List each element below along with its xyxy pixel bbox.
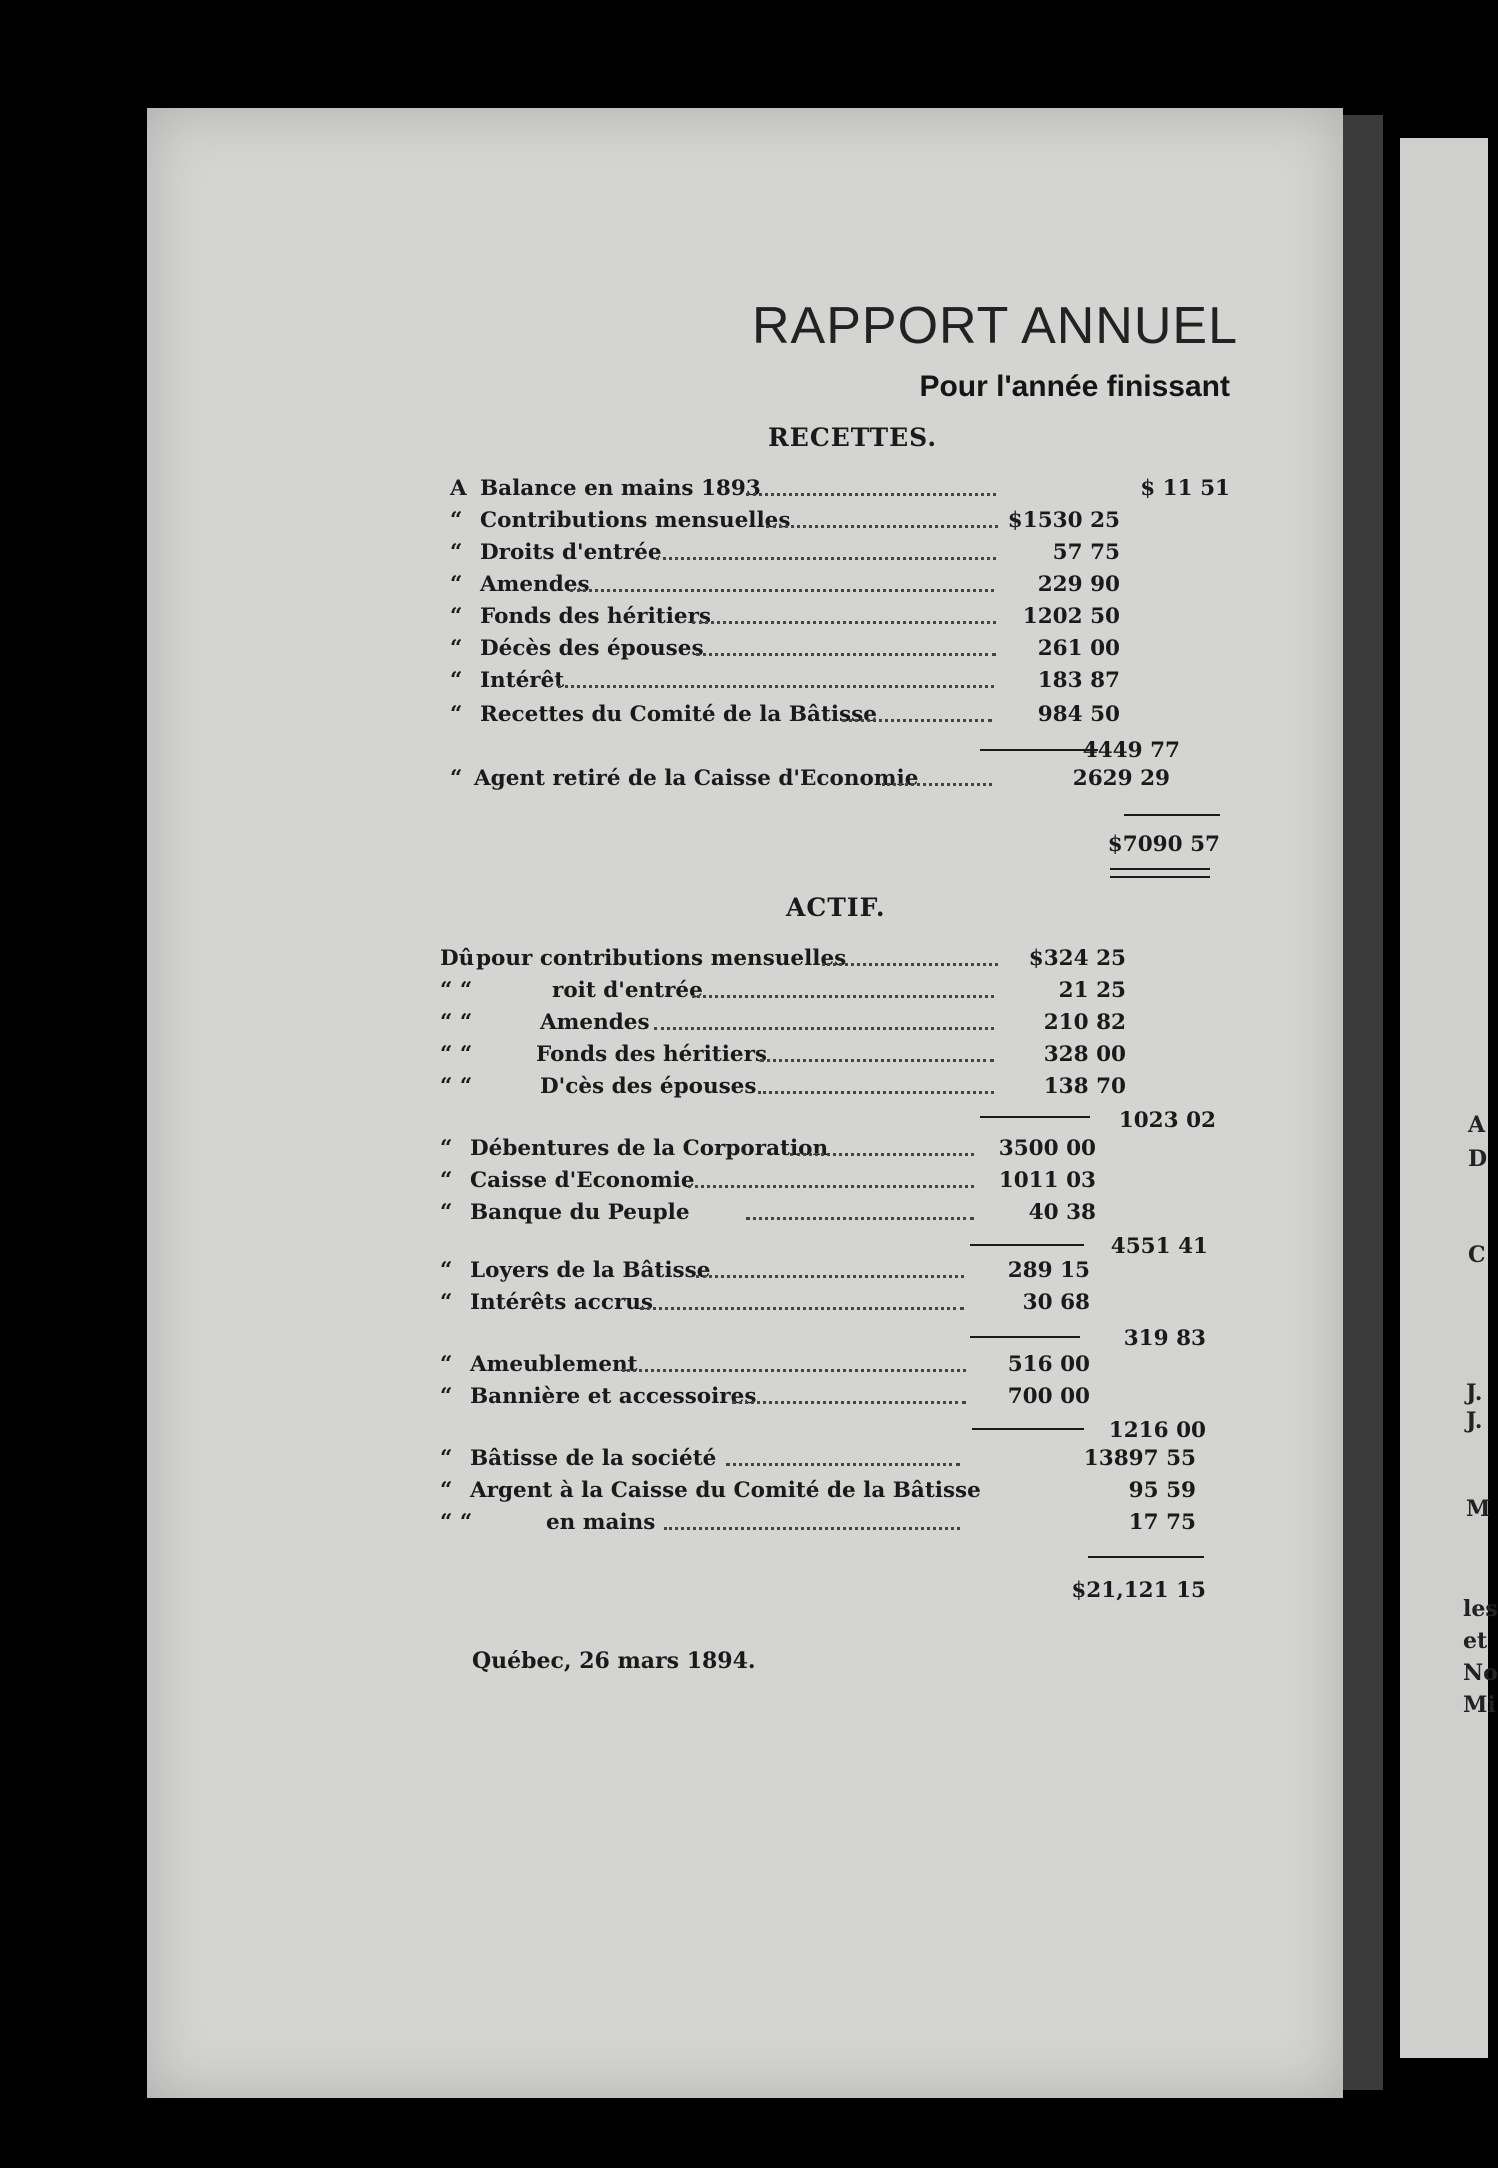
row-label: Caisse d'Economie: [470, 1168, 695, 1193]
row-label: Bannière et accessoires: [470, 1384, 757, 1409]
row-total: 95 59: [1128, 1478, 1196, 1503]
row-prefix: “: [450, 702, 463, 727]
row-amount: 984 50: [1037, 702, 1120, 727]
row-prefix: “: [440, 1384, 453, 1409]
row-label: Intérêt: [480, 668, 565, 693]
row-label: Agent retiré de la Caisse d'Economie: [474, 766, 919, 791]
row-label: Droits d'entrée: [480, 540, 662, 565]
leader-dots: [746, 493, 996, 496]
row-label: roit d'entrée: [552, 978, 703, 1003]
row-prefix: “ “: [440, 1010, 473, 1035]
row-label: Fonds des héritiers: [480, 604, 711, 629]
row-prefix: “: [450, 604, 463, 629]
subtotal-rule: [970, 1336, 1080, 1338]
row-prefix: “: [440, 1136, 453, 1161]
actif-row: [440, 978, 1220, 1008]
actif-heading: ACTIF.: [786, 893, 886, 922]
leader-dots: [688, 1185, 974, 1188]
actif-row: [440, 1352, 1220, 1382]
actif-subtotal: 319 83: [1123, 1326, 1206, 1351]
row-label: pour contributions mensuelles: [476, 946, 847, 971]
actif-row: [440, 1290, 1220, 1320]
leader-dots: [746, 1217, 974, 1220]
row-amount: 261 00: [1037, 636, 1120, 661]
actif-row: [440, 1200, 1220, 1230]
document-title: RAPPORT ANNUEL: [752, 297, 1239, 355]
row-label: Amendes: [480, 572, 590, 597]
actif-grand-total: $21,121 15: [1071, 1578, 1206, 1603]
row-label: Banque du Peuple: [470, 1200, 690, 1225]
recettes-row: [450, 476, 1230, 506]
adjacent-page-fragment: D: [1468, 1146, 1488, 1172]
adjacent-page-fragment: J.: [1466, 1408, 1483, 1434]
actif-row: [440, 1010, 1220, 1040]
row-amount: 289 15: [1007, 1258, 1090, 1283]
row-amount: 1202 50: [1022, 604, 1120, 629]
document-subtitle: Pour l'année finissant: [919, 370, 1230, 403]
page-binding-edge: [1343, 115, 1383, 2090]
row-label: D'cès des épouses: [540, 1074, 757, 1099]
row-prefix: “: [450, 766, 463, 791]
row-amount: 229 90: [1037, 572, 1120, 597]
row-total: 13897 55: [1083, 1446, 1196, 1471]
row-prefix: “: [440, 1200, 453, 1225]
row-label: Recettes du Comité de la Bâtisse: [480, 702, 877, 727]
leader-dots: [696, 653, 996, 656]
actif-subtotal: 1023 02: [1118, 1108, 1216, 1133]
row-amount: 700 00: [1007, 1384, 1090, 1409]
leader-dots: [882, 783, 992, 786]
row-amount: 138 70: [1043, 1074, 1126, 1099]
row-total: $ 11 51: [1140, 476, 1230, 501]
row-label: Débentures de la Corporation: [470, 1136, 829, 1161]
recettes-row: [450, 766, 1230, 796]
row-prefix: Dû: [440, 946, 475, 971]
recettes-row: [450, 508, 1230, 538]
leader-dots: [656, 557, 996, 560]
row-amount: 1011 03: [998, 1168, 1096, 1193]
total-rule: [1124, 814, 1220, 816]
row-prefix: “: [450, 572, 463, 597]
recettes-row: [450, 604, 1230, 634]
leader-dots: [766, 525, 998, 528]
row-label: Fonds des héritiers: [536, 1042, 767, 1067]
leader-dots: [622, 1369, 966, 1372]
adjacent-page-fragment: Mi: [1463, 1692, 1496, 1718]
adjacent-page-fragment: No: [1463, 1660, 1498, 1686]
recettes-subtotal: 4449 77: [1082, 738, 1180, 763]
leader-dots: [692, 621, 996, 624]
leader-dots: [726, 1463, 960, 1466]
leader-dots: [692, 995, 994, 998]
row-amount: 57 75: [1052, 540, 1120, 565]
place-date: Québec, 26 mars 1894.: [472, 1648, 756, 1674]
leader-dots: [696, 1275, 964, 1278]
row-amount: 30 68: [1022, 1290, 1090, 1315]
row-amount: 210 82: [1043, 1010, 1126, 1035]
leader-dots: [790, 1153, 974, 1156]
adjacent-page-fragment: J.: [1466, 1380, 1483, 1406]
row-label: Ameublement: [470, 1352, 638, 1377]
leader-dots: [732, 1401, 966, 1404]
actif-row: [440, 1074, 1220, 1104]
row-label: Amendes: [540, 1010, 650, 1035]
leader-dots: [822, 963, 998, 966]
actif-row: [440, 1136, 1220, 1166]
row-prefix: “: [440, 1478, 453, 1503]
row-label: Argent à la Caisse du Comité de la Bâtisse: [470, 1478, 981, 1503]
actif-row: [440, 1384, 1220, 1414]
row-label: en mains: [546, 1510, 656, 1535]
adjacent-page: [1400, 138, 1491, 2058]
double-rule-bottom: [1110, 876, 1210, 878]
leader-dots: [758, 1091, 994, 1094]
row-amount: $1530 25: [1007, 508, 1120, 533]
actif-subtotal: 1216 00: [1108, 1418, 1206, 1443]
actif-row: [440, 1168, 1220, 1198]
row-amount: 183 87: [1037, 668, 1120, 693]
leader-dots: [842, 719, 992, 722]
row-label: Loyers de la Bâtisse: [470, 1258, 711, 1283]
actif-row: [440, 1446, 1220, 1476]
actif-row: [440, 1510, 1220, 1540]
leader-dots: [760, 1059, 994, 1062]
row-prefix: “ “: [440, 1074, 473, 1099]
row-prefix: “ “: [440, 1510, 473, 1535]
row-prefix: “ “: [440, 1042, 473, 1067]
recettes-row: [450, 668, 1230, 698]
row-label: Contributions mensuelles: [480, 508, 791, 533]
row-amount: $324 25: [1028, 946, 1126, 971]
row-total: 17 75: [1128, 1510, 1196, 1535]
double-rule-top: [1110, 868, 1210, 870]
row-prefix: “: [450, 636, 463, 661]
recettes-row: [450, 702, 1230, 732]
recettes-heading: RECETTES.: [768, 423, 938, 452]
actif-subtotal: 4551 41: [1110, 1234, 1208, 1259]
leader-dots: [654, 1027, 994, 1030]
adjacent-page-fragment: M: [1466, 1496, 1491, 1522]
row-amount: 3500 00: [998, 1136, 1096, 1161]
subtotal-rule: [970, 1244, 1084, 1246]
adjacent-page-fragment: les: [1463, 1596, 1498, 1622]
row-prefix: “: [440, 1168, 453, 1193]
actif-row: [440, 946, 1220, 976]
leader-dots: [664, 1527, 960, 1530]
total-rule: [1088, 1556, 1204, 1558]
recettes-row: [450, 636, 1230, 666]
actif-row: [440, 1042, 1220, 1072]
adjacent-page-fragment: A: [1468, 1112, 1486, 1138]
row-amount: 21 25: [1058, 978, 1126, 1003]
row-prefix: “: [440, 1352, 453, 1377]
row-amount: 328 00: [1043, 1042, 1126, 1067]
leader-dots: [558, 685, 994, 688]
row-prefix: A: [450, 476, 467, 501]
row-amount: 516 00: [1007, 1352, 1090, 1377]
row-prefix: “: [450, 508, 463, 533]
actif-row: [440, 1478, 1220, 1508]
row-prefix: “: [440, 1446, 453, 1471]
row-prefix: “: [440, 1290, 453, 1315]
subtotal-rule: [980, 1116, 1090, 1118]
row-prefix: “: [450, 668, 463, 693]
leader-dots: [640, 1307, 964, 1310]
leader-dots: [570, 589, 994, 592]
row-label: Décès des épouses: [480, 636, 704, 661]
row-prefix: “: [440, 1258, 453, 1283]
row-prefix: “: [450, 540, 463, 565]
recettes-grand-total: $7090 57: [1107, 832, 1220, 857]
recettes-row: [450, 540, 1230, 570]
adjacent-page-fragment: et: [1463, 1628, 1488, 1654]
actif-row: [440, 1258, 1220, 1288]
row-label: Bâtisse de la société: [470, 1446, 717, 1471]
row-label: Intérêts accrus: [470, 1290, 654, 1315]
recettes-row: [450, 572, 1230, 602]
row-total: 2629 29: [1072, 766, 1170, 791]
adjacent-page-fragment: C: [1468, 1242, 1486, 1268]
row-prefix: “ “: [440, 978, 473, 1003]
row-label: Balance en mains 1893: [480, 476, 761, 501]
row-amount: 40 38: [1028, 1200, 1096, 1225]
